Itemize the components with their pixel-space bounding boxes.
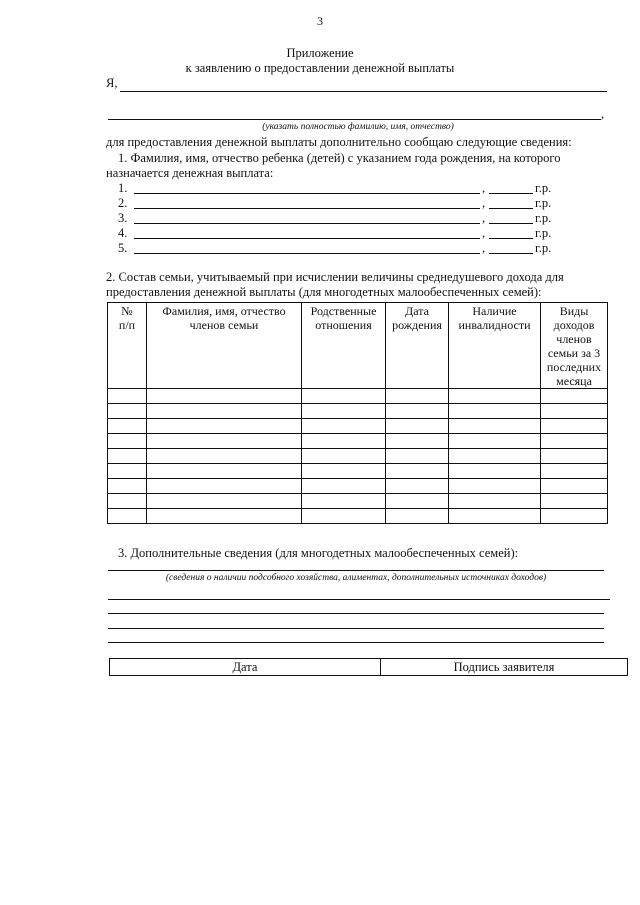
column-header-disability: Наличие инвалидности — [449, 303, 541, 389]
table-row — [108, 389, 608, 404]
child-row-comma: , — [482, 226, 486, 240]
table-cell[interactable] — [147, 389, 302, 404]
section1-heading-line2: назначается денежная выплата: — [106, 166, 274, 180]
table-cell[interactable] — [541, 434, 608, 449]
table-cell[interactable] — [147, 479, 302, 494]
child-birth-year-field[interactable] — [489, 253, 533, 254]
table-cell[interactable] — [541, 419, 608, 434]
child-birth-year-field[interactable] — [489, 193, 533, 194]
signature-row — [110, 659, 628, 676]
date-cell[interactable]: Дата — [110, 659, 381, 676]
section1-heading-line1: 1. Фамилия, имя, отчество ребенка (детей) с указанием года рождения, на которого — [118, 151, 561, 165]
additional-info-line-1[interactable] — [108, 570, 604, 571]
table-cell[interactable] — [386, 404, 449, 419]
table-cell[interactable] — [147, 464, 302, 479]
child-row-comma: , — [482, 196, 486, 210]
additional-info-line-5[interactable] — [108, 642, 604, 643]
table-cell[interactable] — [108, 419, 147, 434]
table-cell[interactable] — [302, 404, 386, 419]
child-row-comma: , — [482, 211, 486, 225]
table-cell[interactable] — [449, 434, 541, 449]
table-row — [108, 479, 608, 494]
child-name-field[interactable] — [134, 208, 480, 209]
column-header-income-types: Виды доходов членов семьи за 3 последних месяца — [541, 303, 608, 389]
applicant-line-2[interactable] — [108, 119, 601, 120]
table-cell[interactable] — [108, 464, 147, 479]
table-cell[interactable] — [541, 449, 608, 464]
child-birth-year-field[interactable] — [489, 238, 533, 239]
table-cell[interactable] — [541, 404, 608, 419]
child-row-number: 1. — [118, 181, 128, 195]
child-birth-year-field[interactable] — [489, 208, 533, 209]
table-cell[interactable] — [108, 449, 147, 464]
column-header-full-name: Фамилия, имя, отчество членов семьи — [147, 303, 302, 389]
applicant-name-hint: (указать полностью фамилию, имя, отчество) — [262, 122, 454, 132]
table-cell[interactable] — [386, 509, 449, 524]
table-cell[interactable] — [147, 404, 302, 419]
table-row — [108, 404, 608, 419]
table-cell[interactable] — [108, 389, 147, 404]
table-cell[interactable] — [302, 464, 386, 479]
additional-info-line-3[interactable] — [108, 613, 604, 614]
table-cell[interactable] — [449, 389, 541, 404]
additional-info-line-4[interactable] — [108, 628, 604, 629]
table-cell[interactable] — [302, 494, 386, 509]
table-cell[interactable] — [147, 509, 302, 524]
table-cell[interactable] — [108, 479, 147, 494]
table-row — [108, 464, 608, 479]
table-row — [108, 494, 608, 509]
child-row-year-suffix: г.р. — [535, 196, 552, 210]
table-cell[interactable] — [302, 434, 386, 449]
child-name-field[interactable] — [134, 193, 480, 194]
child-row-year-suffix: г.р. — [535, 211, 552, 225]
table-cell[interactable] — [108, 404, 147, 419]
table-cell[interactable] — [302, 509, 386, 524]
table-cell[interactable] — [147, 449, 302, 464]
table-cell[interactable] — [541, 494, 608, 509]
table-cell[interactable] — [541, 479, 608, 494]
table-cell[interactable] — [541, 389, 608, 404]
table-cell[interactable] — [147, 434, 302, 449]
table-cell[interactable] — [449, 479, 541, 494]
applicant-line-1[interactable] — [120, 91, 607, 92]
child-name-field[interactable] — [134, 238, 480, 239]
table-row — [108, 434, 608, 449]
intro-text: для предоставления денежной выплаты дополнительно сообщаю следующие сведения: — [106, 135, 572, 149]
annex-subtitle: к заявлению о предоставлении денежной выплаты — [185, 61, 455, 75]
child-row-number: 3. — [118, 211, 128, 225]
table-cell[interactable] — [108, 509, 147, 524]
child-birth-year-field[interactable] — [489, 223, 533, 224]
table-cell[interactable] — [386, 434, 449, 449]
section2-heading-line1: 2. Состав семьи, учитываемый при исчислении величины среднедушевого дохода для — [106, 270, 564, 284]
table-cell[interactable] — [541, 464, 608, 479]
signature-table — [109, 658, 628, 676]
child-row-number: 2. — [118, 196, 128, 210]
table-cell[interactable] — [302, 479, 386, 494]
child-row-comma: , — [482, 241, 486, 255]
page-number: 3 — [317, 14, 323, 28]
family-composition-table — [107, 302, 608, 524]
section3-heading: 3. Дополнительные сведения (для многодетных малообеспеченных семей): — [118, 546, 519, 560]
child-row-year-suffix: г.р. — [535, 241, 552, 255]
table-cell[interactable] — [302, 449, 386, 464]
table-cell[interactable] — [302, 389, 386, 404]
column-header-number: № п/п — [108, 303, 147, 389]
table-cell[interactable] — [386, 419, 449, 434]
table-cell[interactable] — [541, 509, 608, 524]
table-cell[interactable] — [108, 494, 147, 509]
table-header-row — [108, 303, 608, 389]
applicant-prefix: Я, — [106, 76, 118, 90]
table-row — [108, 509, 608, 524]
table-cell[interactable] — [147, 419, 302, 434]
additional-info-line-2[interactable] — [108, 599, 610, 600]
annex-title: Приложение — [286, 46, 354, 60]
table-cell[interactable] — [386, 479, 449, 494]
child-row-comma: , — [482, 181, 486, 195]
child-name-field[interactable] — [134, 253, 480, 254]
table-cell[interactable] — [449, 404, 541, 419]
additional-info-hint: (сведения о наличии подсобного хозяйства, алиментах, дополнительных источниках доходов) — [165, 573, 547, 583]
table-cell[interactable] — [386, 449, 449, 464]
child-name-field[interactable] — [134, 223, 480, 224]
child-row-year-suffix: г.р. — [535, 181, 552, 195]
table-cell[interactable] — [147, 494, 302, 509]
table-cell[interactable] — [386, 389, 449, 404]
table-cell[interactable] — [449, 509, 541, 524]
section2-heading-line2: предоставления денежной выплаты (для многодетных малообеспеченных семей): — [106, 285, 542, 299]
child-row-number: 5. — [118, 241, 128, 255]
table-row — [108, 449, 608, 464]
applicant-signature-cell[interactable]: Подпись заявителя — [381, 659, 628, 676]
table-row — [108, 419, 608, 434]
column-header-birth-date: Дата рождения — [386, 303, 449, 389]
table-cell[interactable] — [108, 434, 147, 449]
table-cell[interactable] — [302, 419, 386, 434]
child-row-year-suffix: г.р. — [535, 226, 552, 240]
table-cell[interactable] — [449, 449, 541, 464]
table-cell[interactable] — [449, 464, 541, 479]
applicant-line-comma: , — [601, 107, 605, 121]
table-cell[interactable] — [386, 494, 449, 509]
table-cell[interactable] — [386, 464, 449, 479]
column-header-relationship: Родственные отношения — [302, 303, 386, 389]
table-cell[interactable] — [449, 494, 541, 509]
table-cell[interactable] — [449, 419, 541, 434]
child-row-number: 4. — [118, 226, 128, 240]
